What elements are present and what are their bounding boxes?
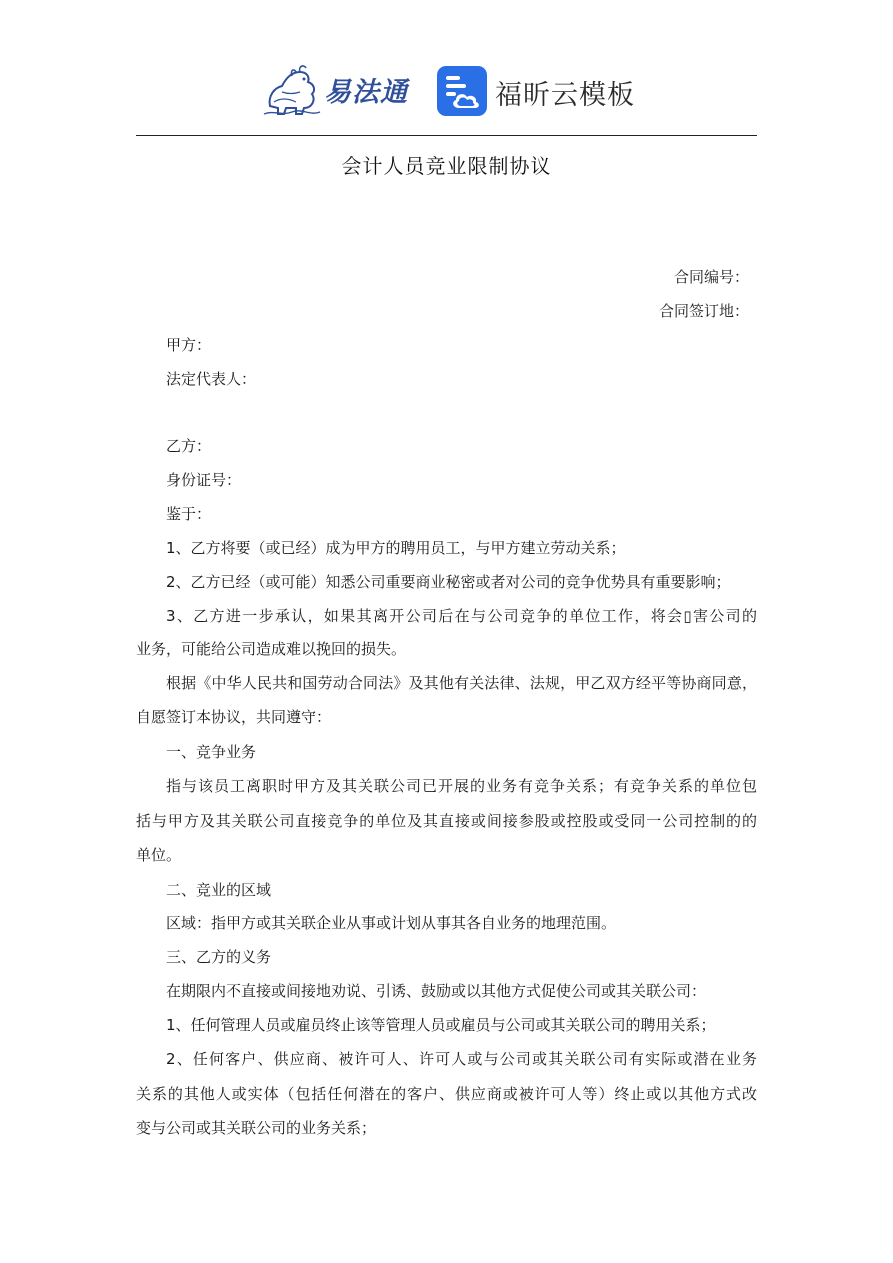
whereas-item: 2、乙方已经（或可能）知悉公司重要商业秘密或者对公司的竞争优势具有重要影响；	[166, 573, 731, 591]
whereas-item: 1、乙方将要（或已经）成为甲方的聘用员工，与甲方建立劳动关系；	[166, 539, 626, 557]
party-a-label: 甲方：	[166, 336, 212, 354]
obligation-item-continued: 变与公司或其关联公司的业务关系；	[136, 1119, 377, 1137]
page-header	[0, 0, 893, 136]
whereas-label: 鉴于：	[166, 505, 212, 523]
whereas-item-continued: 业务，可能给公司造成难以挽回的损失。	[136, 640, 407, 658]
contract-place-label: 合同签订地：	[658, 302, 749, 320]
party-b-label: 乙方：	[166, 437, 212, 455]
basis-paragraph-continued: 自愿签订本协议，共同遵守：	[136, 708, 332, 726]
contract-number-label: 合同编号：	[673, 268, 749, 286]
section-heading: 二、竞业的区域	[166, 881, 272, 899]
section-body: 指与该员工离职时甲方及其关联公司已开展的业务有竞争关系；有竞争关系的单位包	[166, 777, 757, 795]
legal-rep-label: 法定代表人：	[166, 370, 257, 388]
section-heading: 三、乙方的义务	[166, 948, 272, 966]
section-body: 在期限内不直接或间接地劝说、引诱、鼓励或以其他方式促使公司或其关联公司：	[166, 982, 707, 1000]
section-heading: 一、竞争业务	[166, 743, 257, 761]
basis-paragraph: 根据《中华人民共和国劳动合同法》及其他有关法律、法规，甲乙双方经平等协商同意，	[166, 674, 757, 692]
fuxin-logo	[437, 66, 677, 118]
obligation-item-continued: 关系的其他人或实体（包括任何潜在的客户、供应商或被许可人等）终止或以其他方式改	[136, 1085, 757, 1103]
whereas-item: 3、乙方进一步承认，如果其离开公司后在与公司竞争的单位工作，将会▯害公司的	[166, 607, 757, 625]
section-body: 区域：指甲方或其关联企业从事或计划从事其各自业务的地理范围。	[166, 914, 617, 932]
header-divider	[136, 135, 757, 136]
document-title: 会计人员竞业限制协议	[341, 154, 552, 178]
obligation-item: 2、任何客户、供应商、被许可人、许可人或与公司或其关联公司有实际或潜在业务	[166, 1050, 757, 1068]
id-number-label: 身份证号：	[166, 471, 242, 489]
yifatong-logo	[262, 62, 422, 118]
cloud-document-icon	[437, 66, 487, 116]
section-body: 单位。	[136, 846, 182, 864]
obligation-item: 1、任何管理人员或雇员终止该等管理人员或雇员与公司或其关联公司的聘用关系；	[166, 1016, 716, 1034]
section-body: 括与甲方及其关联公司直接竞争的单位及其直接或间接参股或控股或受同一公司控制的的	[136, 812, 757, 830]
qilin-mascot-icon	[262, 62, 322, 118]
yifatong-brand-text: 易法通	[324, 77, 408, 108]
fuxin-brand-text: 福昕云模板	[495, 80, 635, 111]
